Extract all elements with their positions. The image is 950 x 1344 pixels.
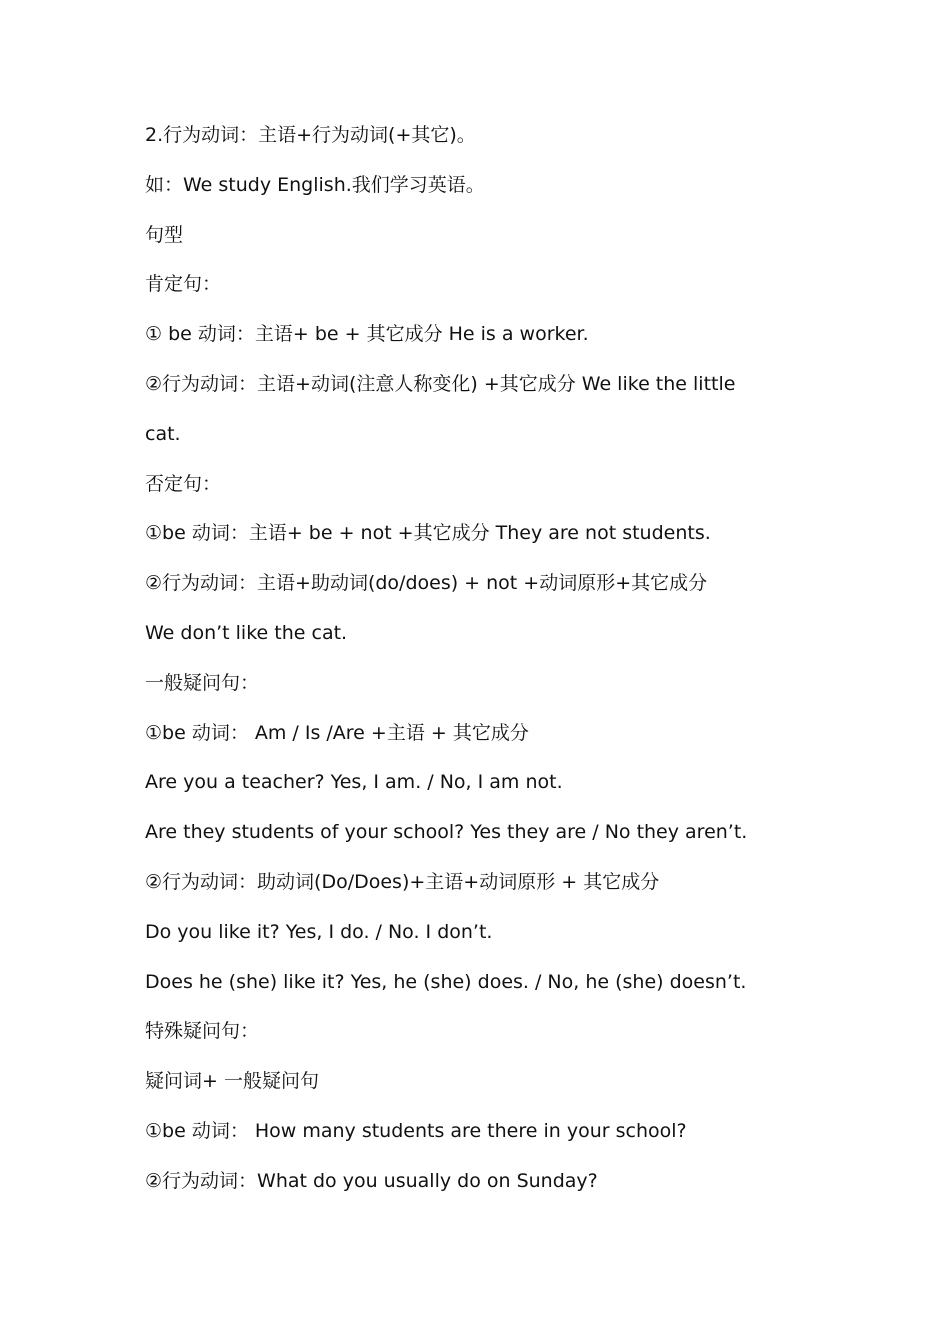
text-line-negative-example: We don’t like the cat. — [145, 621, 348, 644]
text-line-affirmative-be: ① be 动词：主语+ be + 其它成分 He is a worker. — [145, 323, 589, 346]
text-line-affirmative-action: ②行为动词：主语+动词(注意人称变化) +其它成分 We like the little — [145, 372, 736, 395]
text-line-special-structure: 疑问词+ 一般疑问句 — [145, 1070, 319, 1093]
heading-special-question: 特殊疑问句： — [145, 1020, 260, 1043]
heading-affirmative: 肯定句： — [145, 273, 222, 296]
text-line-question-be: ①be 动词： Am / Is /Are +主语 + 其它成分 — [145, 721, 529, 744]
document-body — [145, 111, 825, 1207]
text-line-question-action-example-1: Do you like it? Yes, I do. / No. I don’t. — [145, 920, 493, 943]
text-line-verb-structure: 2.行为动词：主语+行为动词(+其它)。 — [145, 124, 476, 146]
text-line-question-action-example-2: Does he (she) like it? Yes, he (she) does. / No, he (she) doesn’t. — [145, 970, 747, 993]
text-line-special-be: ①be 动词： How many students are there in your school? — [145, 1119, 687, 1142]
text-line-affirmative-action-cont: cat. — [145, 422, 181, 445]
text-line-example: 如：We study English.我们学习英语。 — [145, 173, 485, 196]
text-line-negative-be: ①be 动词：主语+ be + not +其它成分 They are not students. — [145, 522, 711, 545]
heading-negative: 否定句： — [145, 472, 222, 495]
text-line-question-action: ②行为动词：助动词(Do/Does)+主语+动词原形 + 其它成分 — [145, 870, 660, 893]
text-line-negative-action: ②行为动词：主语+助动词(do/does) + not +动词原形+其它成分 — [145, 572, 708, 595]
text-line-question-be-example-1: Are you a teacher? Yes, I am. / No, I am not. — [145, 771, 563, 794]
heading-sentence-patterns: 句型 — [145, 223, 184, 246]
text-line-special-action: ②行为动词：What do you usually do on Sunday? — [145, 1169, 598, 1192]
text-line-question-be-example-2: Are they students of your school? Yes they are / No they aren’t. — [145, 821, 748, 844]
heading-general-question: 一般疑问句： — [145, 671, 260, 694]
